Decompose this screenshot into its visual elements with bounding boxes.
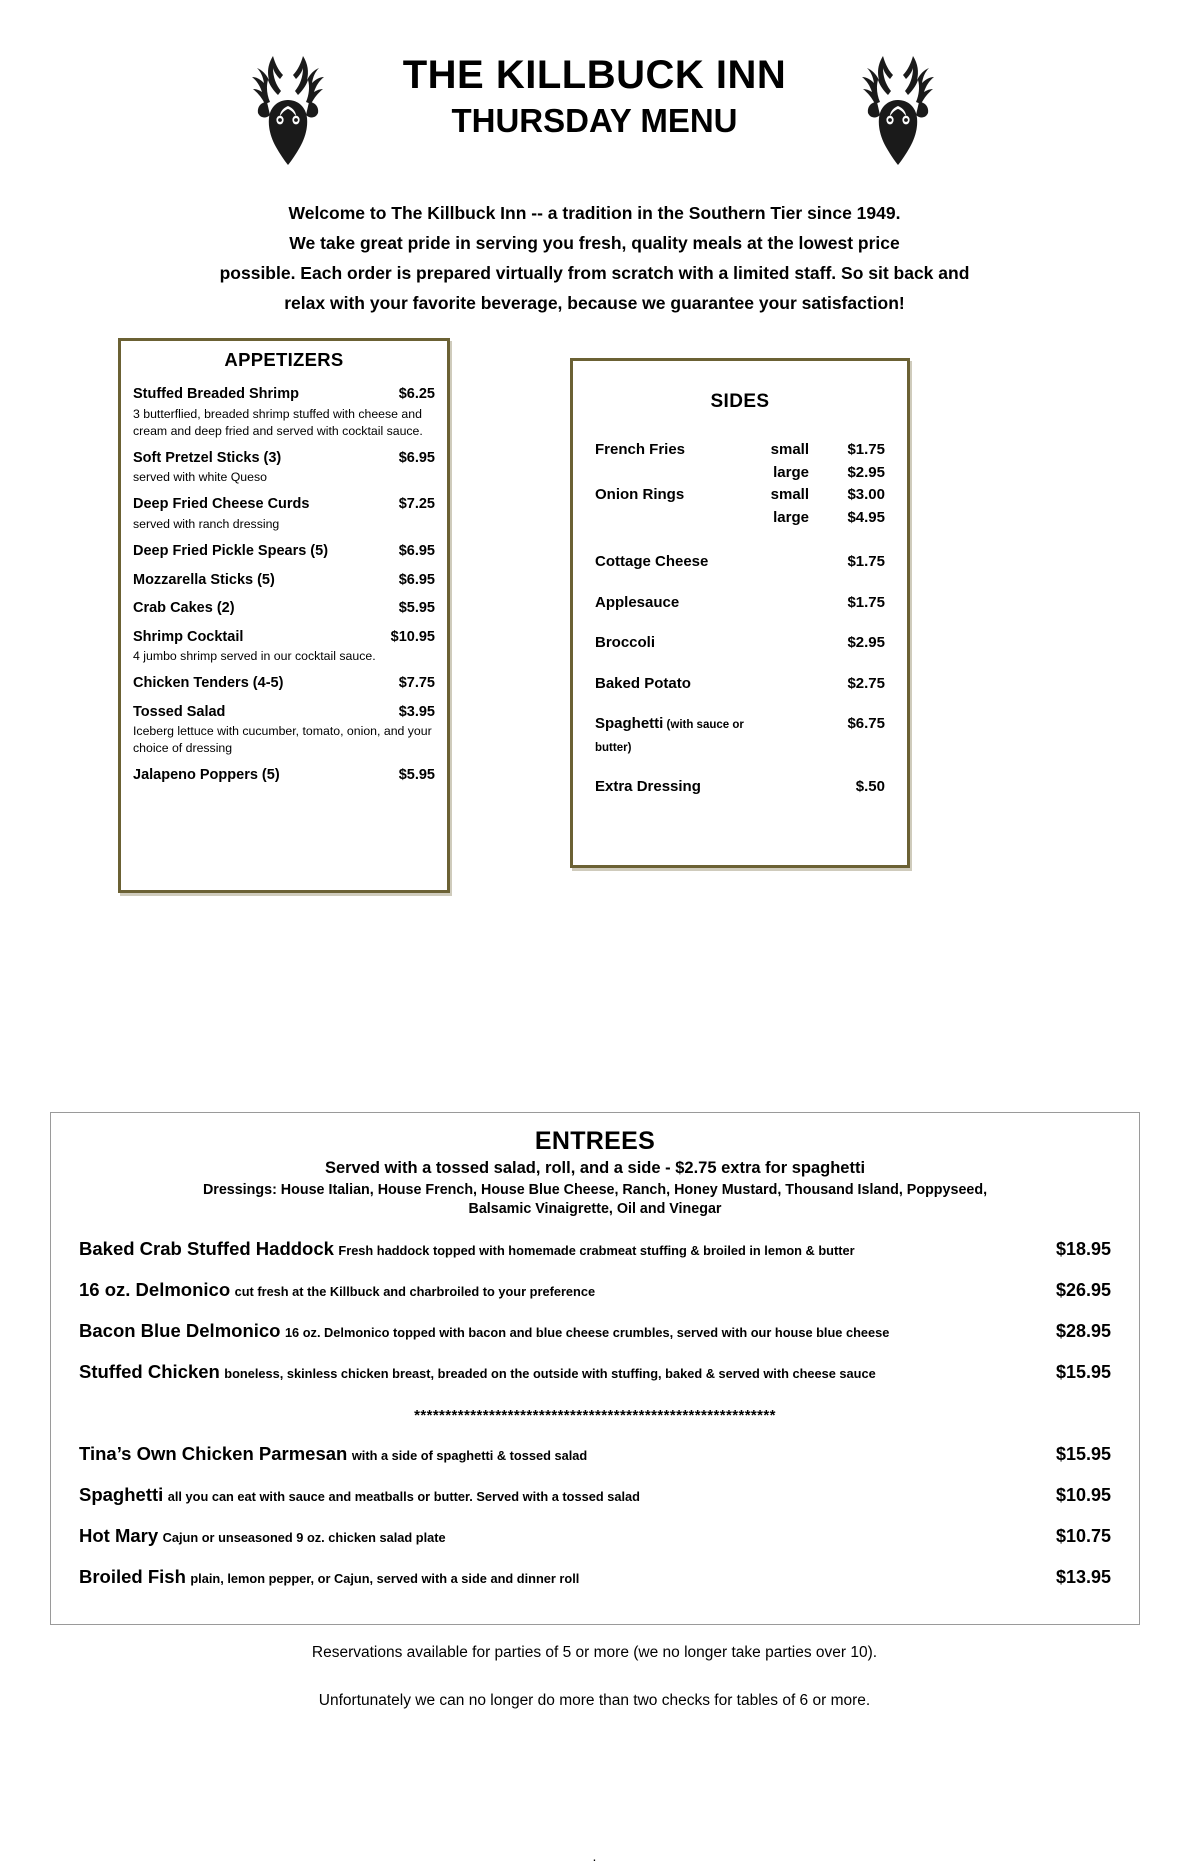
side-size: small: [770, 441, 809, 459]
side-name: French Fries: [595, 441, 686, 459]
appetizer-item: [133, 495, 435, 533]
dressings-line-1: Dressings: House Italian, House French, House Blue Cheese, Ranch, Honey Mustard, Thousand Island, Poppyseed,: [202, 1182, 988, 1198]
side-name-text: Spaghetti: [595, 715, 664, 733]
side-price: $2.75: [847, 674, 885, 692]
appetizer-description: served with ranch dressing: [133, 516, 280, 531]
entree-description: with a side of spaghetti & tossed salad: [351, 1447, 588, 1463]
welcome-line-2: We take great pride in serving you fresh, quality meals at the lowest price: [289, 233, 900, 254]
appetizer-item: [133, 571, 435, 591]
entree-price: $26.95: [1055, 1279, 1111, 1300]
entrees-list-bottom: [67, 1443, 1123, 1588]
entree-item: [67, 1320, 1123, 1342]
entree-item: [67, 1484, 1123, 1506]
welcome-paragraph: [165, 198, 1025, 318]
entree-item: [67, 1525, 1123, 1547]
entrees-divider: **********************************************************: [414, 1406, 776, 1424]
side-item: [595, 632, 885, 655]
appetizer-price: $6.95: [398, 571, 435, 588]
appetizer-description: 3 butterflied, breaded shrimp stuffed with cheese and cream and deep fried and served with cocktail sauce.: [133, 406, 423, 438]
side-item: [595, 713, 885, 758]
side-item: [595, 507, 885, 530]
appetizer-name-price-row: [133, 542, 435, 562]
footer-dot: .: [592, 1848, 597, 1864]
appetizer-price: $6.95: [398, 542, 435, 559]
appetizer-price: $6.25: [398, 386, 435, 403]
side-name: Extra Dressing: [595, 778, 701, 796]
side-price: $1.75: [847, 553, 885, 571]
appetizers-list: [133, 385, 435, 785]
appetizer-price: $5.95: [398, 767, 435, 784]
appetizer-price: $7.25: [398, 496, 435, 513]
appetizer-description: served with white Queso: [133, 470, 267, 485]
entree-description: cut fresh at the Killbuck and charbroiled to your preference: [234, 1283, 596, 1299]
appetizer-price: $7.75: [398, 675, 435, 692]
footer-notes: [0, 1642, 1189, 1711]
entree-price: $15.95: [1055, 1443, 1111, 1464]
entree-text: [79, 1484, 1056, 1506]
side-name: Baked Potato: [595, 674, 691, 692]
appetizer-item: [133, 542, 435, 562]
entree-price: $18.95: [1055, 1238, 1111, 1259]
appetizer-price: $6.95: [398, 449, 435, 466]
side-name: Onion Rings: [595, 486, 685, 504]
entree-text: [79, 1361, 1056, 1383]
entree-description: boneless, skinless chicken breast, breaded on the outside with stuffing, baked & served with cheese sauce: [224, 1365, 876, 1381]
appetizer-price: $5.95: [398, 600, 435, 617]
entree-description: 16 oz. Delmonico topped with bacon and blue cheese crumbles, served with our house blue cheese: [284, 1324, 890, 1340]
top-sections: [0, 338, 1189, 898]
side-item: [595, 673, 885, 696]
sides-spacer: [595, 695, 885, 713]
appetizer-name: Mozzarella Sticks (5): [133, 571, 275, 588]
sides-spacer: [595, 758, 885, 776]
entree-description: Fresh haddock topped with homemade crabmeat stuffing & broiled in lemon & butter: [338, 1242, 855, 1258]
appetizer-name-price-row: [133, 766, 435, 786]
appetizer-item: [133, 766, 435, 786]
appetizer-name-price-row: [133, 674, 435, 694]
sides-section: [570, 358, 910, 868]
reservations-note: Reservations available for parties of 5 or more (we no longer take parties over 10).: [311, 1644, 878, 1661]
entree-description: all you can eat with sauce and meatballs or butter. Served with a tossed salad: [167, 1488, 640, 1504]
appetizer-name: Crab Cakes (2): [133, 600, 235, 617]
side-price: $6.75: [847, 715, 885, 733]
entree-name: Spaghetti: [79, 1483, 164, 1505]
side-size: large: [773, 463, 809, 481]
welcome-line-4: relax with your favorite beverage, because we guarantee your satisfaction!: [284, 293, 905, 314]
appetizer-name-price-row: [133, 495, 435, 515]
appetizer-name: Deep Fried Cheese Curds: [133, 496, 310, 513]
side-price: $3.00: [847, 486, 885, 504]
side-item: [595, 439, 885, 462]
appetizer-name-price-row: [133, 703, 435, 723]
appetizer-description: 4 jumbo shrimp served in our cocktail sauce.: [133, 649, 376, 664]
entree-name: Broiled Fish: [79, 1565, 186, 1587]
entrees-heading: ENTREES: [534, 1127, 656, 1155]
entree-item: [67, 1443, 1123, 1465]
appetizer-description: Iceberg lettuce with cucumber, tomato, onion, and your choice of dressing: [133, 724, 432, 756]
appetizer-price: $3.95: [398, 703, 435, 720]
entree-text: [79, 1238, 1056, 1260]
appetizer-name: Deep Fried Pickle Spears (5): [133, 542, 329, 559]
entrees-served-with-note: Served with a tossed salad, roll, and a side - $2.75 extra for spaghetti: [324, 1159, 866, 1177]
entree-name: Baked Crab Stuffed Haddock: [79, 1237, 334, 1259]
menu-header: [0, 22, 1189, 182]
entree-description: plain, lemon pepper, or Cajun, served with a side and dinner roll: [190, 1570, 580, 1586]
entree-name: 16 oz. Delmonico: [79, 1278, 231, 1300]
appetizer-name-price-row: [133, 449, 435, 469]
entree-name: Bacon Blue Delmonico: [79, 1319, 281, 1341]
side-price: $.50: [855, 778, 885, 796]
appetizer-item: [133, 385, 435, 440]
appetizers-heading: APPETIZERS: [224, 349, 344, 371]
side-size: large: [773, 508, 809, 526]
restaurant-title: THE KILLBUCK INN: [402, 53, 787, 97]
title-block: [0, 22, 1189, 141]
entree-name: Tina’s Own Chicken Parmesan: [79, 1442, 348, 1464]
entree-text: [79, 1525, 1056, 1547]
entree-price: $10.75: [1055, 1525, 1111, 1546]
entree-item: [67, 1279, 1123, 1301]
side-size: small: [770, 486, 809, 504]
appetizer-price: $10.95: [390, 628, 435, 645]
appetizer-name: Tossed Salad: [133, 703, 226, 720]
side-item: [595, 592, 885, 615]
side-name: Cottage Cheese: [595, 553, 709, 571]
entree-text: [79, 1320, 1056, 1342]
appetizer-item: [133, 703, 435, 758]
side-item: [595, 462, 885, 485]
side-item: [595, 551, 885, 574]
entree-text: [79, 1566, 1056, 1588]
entree-item: [67, 1566, 1123, 1588]
sides-spacer: [595, 574, 885, 592]
sides-heading: SIDES: [710, 391, 770, 413]
entree-item: [67, 1238, 1123, 1260]
sides-spacer: [595, 655, 885, 673]
appetizer-name: Stuffed Breaded Shrimp: [133, 386, 299, 403]
appetizer-name: Shrimp Cocktail: [133, 628, 244, 645]
side-price: $2.95: [847, 634, 885, 652]
entree-price: $13.95: [1055, 1566, 1111, 1587]
entree-name: Hot Mary: [79, 1524, 159, 1546]
side-item: [595, 776, 885, 799]
dressings-line-2: Balsamic Vinaigrette, Oil and Vinegar: [468, 1200, 722, 1217]
entree-price: $28.95: [1055, 1320, 1111, 1341]
side-price: $2.95: [847, 463, 885, 481]
appetizer-name-price-row: [133, 385, 435, 405]
side-price: $4.95: [847, 508, 885, 526]
entrees-section: [50, 1112, 1140, 1625]
deer-head-icon: [855, 50, 941, 168]
appetizer-item: [133, 449, 435, 487]
checks-note: Unfortunately we can no longer do more than two checks for tables of 6 or more.: [318, 1691, 871, 1709]
side-name: Broccoli: [595, 634, 656, 652]
entrees-list-top: [67, 1238, 1123, 1383]
deer-head-icon: [245, 50, 331, 168]
menu-day-subtitle: THURSDAY MENU: [451, 102, 738, 140]
appetizer-name-price-row: [133, 571, 435, 591]
appetizer-item: [133, 628, 435, 666]
sides-spacer: [595, 529, 885, 551]
side-name: [595, 713, 769, 758]
entrees-dressings-note: [67, 1181, 1123, 1219]
side-name-note: (with sauce or butter): [595, 719, 744, 754]
sides-list: [595, 439, 885, 799]
entree-text: [79, 1279, 1056, 1301]
side-item: [595, 484, 885, 507]
appetizer-name: Jalapeno Poppers (5): [133, 767, 280, 784]
appetizer-item: [133, 599, 435, 619]
entree-item: [67, 1361, 1123, 1383]
entree-price: $15.95: [1055, 1361, 1111, 1382]
entree-name: Stuffed Chicken: [79, 1360, 220, 1382]
appetizers-section: [118, 338, 450, 893]
appetizer-name: Soft Pretzel Sticks (3): [133, 449, 282, 466]
appetizer-name-price-row: [133, 599, 435, 619]
entree-description: Cajun or unseasoned 9 oz. chicken salad plate: [162, 1529, 446, 1545]
sides-spacer: [595, 614, 885, 632]
appetizer-name-price-row: [133, 628, 435, 648]
welcome-line-1: Welcome to The Killbuck Inn -- a tradition in the Southern Tier since 1949.: [288, 203, 901, 223]
appetizer-name: Chicken Tenders (4-5): [133, 675, 284, 692]
entree-text: [79, 1443, 1056, 1465]
entree-price: $10.95: [1055, 1484, 1111, 1505]
side-price: $1.75: [847, 593, 885, 611]
side-name: Applesauce: [595, 593, 680, 611]
appetizer-item: [133, 674, 435, 694]
welcome-line-3: possible. Each order is prepared virtually from scratch with a limited staff. So sit back and: [219, 263, 970, 284]
side-price: $1.75: [847, 441, 885, 459]
